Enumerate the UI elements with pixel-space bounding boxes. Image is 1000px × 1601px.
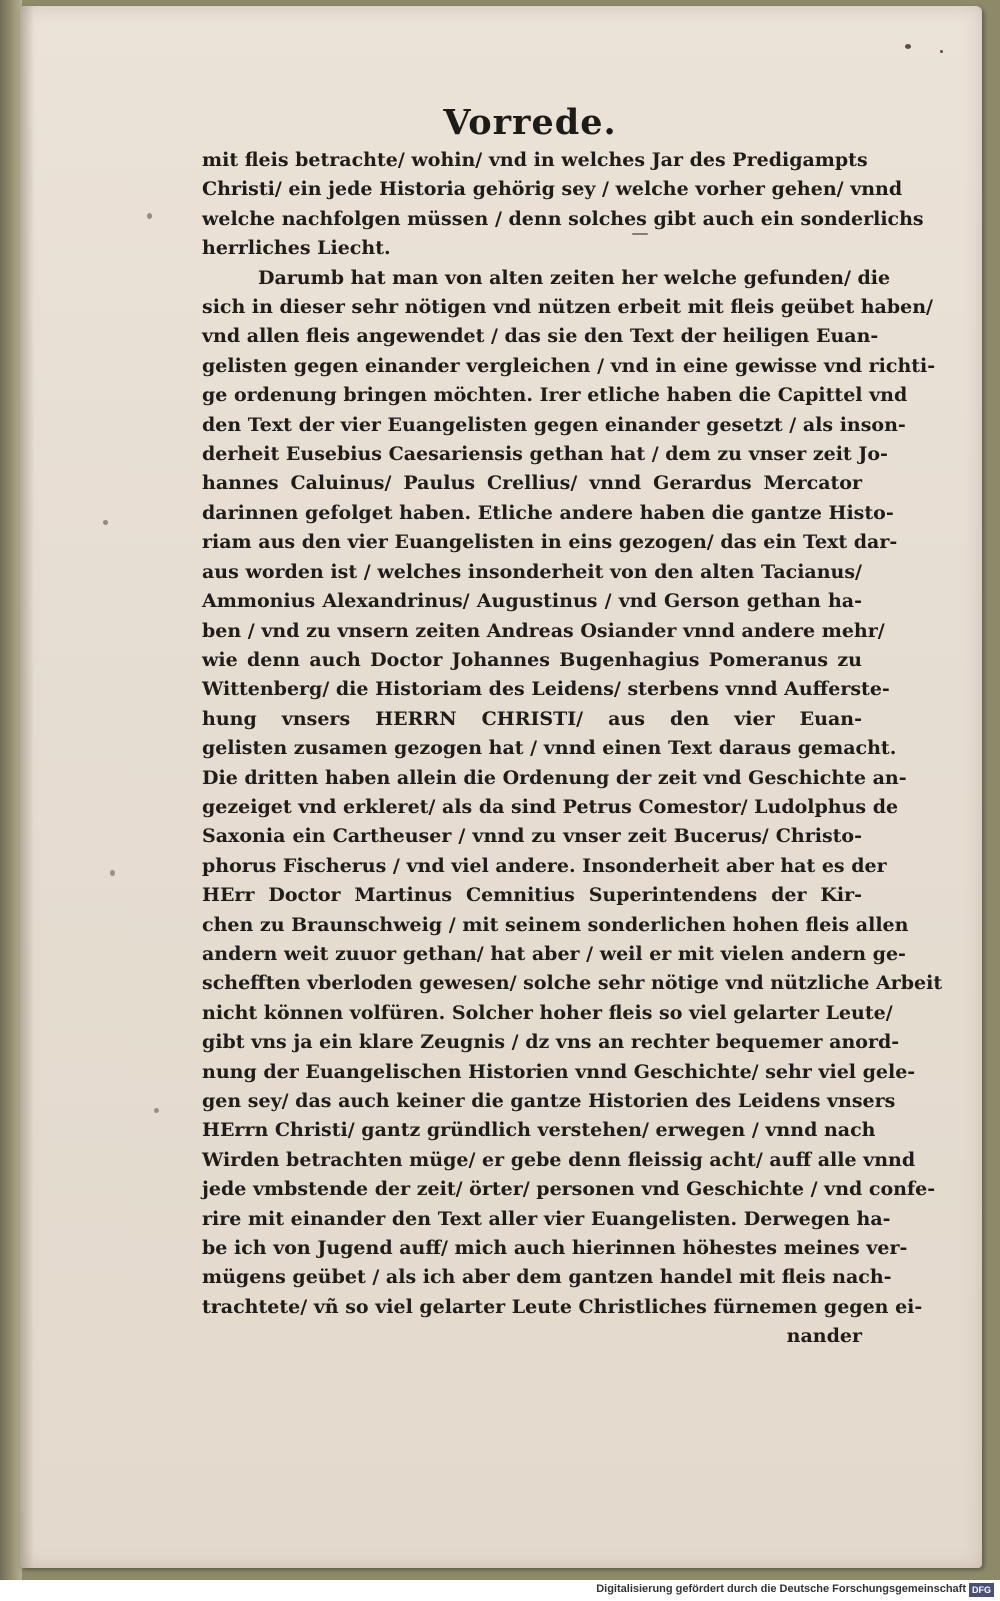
paper-speck bbox=[905, 44, 911, 49]
text-line: gelisten zusamen gezogen hat / vnnd einen Text daraus gemacht. bbox=[202, 737, 897, 760]
text-line: herrliches Liecht. bbox=[202, 237, 391, 260]
text-line: hung vnsers HERRN CHRISTI/ aus den vier Euan- bbox=[202, 707, 862, 730]
text-line: welche nachfolgen müssen / denn solches gibt auch ein sonderlichs bbox=[202, 207, 924, 230]
catchword: nander bbox=[786, 1325, 862, 1348]
text-line: Wirden betrachten müge/ er gebe denn fleissig acht/ auff alle vnnd bbox=[202, 1148, 916, 1171]
text-line: nung der Euangelischen Historien vnnd Geschichte/ sehr viel gele- bbox=[202, 1060, 916, 1083]
text-line: jede vmbstende der zeit/ örter/ personen vnd Geschichte / vnd confe- bbox=[202, 1178, 936, 1201]
text-line: nicht können volfüren. Solcher hoher fleis so viel gelarter Leute/ bbox=[202, 1001, 893, 1024]
text-line: ge ordenung bringen möchten. Irer etliche haben die Capittel vnd bbox=[202, 384, 908, 407]
text-line: aus worden ist / welches insonderheit von den alten Tacianus/ bbox=[202, 560, 862, 583]
body-text bbox=[202, 146, 943, 1352]
text-line: trachtete/ vñ so viel gelarter Leute Christliches fürnemen gegen ei- bbox=[202, 1295, 923, 1318]
text-line: gelisten gegen einander vergleichen / vnd in eine gewisse vnd richti- bbox=[202, 354, 936, 377]
paper-speck bbox=[940, 50, 943, 53]
text-line: HErr Doctor Martinus Cemnitius Superintendens der Kir- bbox=[202, 884, 862, 907]
text-line: ben / vnd zu vnsern zeiten Andreas Osiander vnnd andere mehr/ bbox=[202, 619, 885, 642]
text-line: sich in dieser sehr nötigen vnd nützen erbeit mit fleis geübet haben/ bbox=[202, 296, 933, 319]
text-line: Darumb hat man von alten zeiten her welche gefunden/ die bbox=[258, 266, 891, 289]
paper-speck bbox=[103, 520, 108, 525]
text-line: mügens geübet / als ich aber dem gantzen handel mit fleis nach- bbox=[202, 1266, 892, 1289]
text-line: Saxonia ein Cartheuser / vnnd zu vnser zeit Bucerus/ Christo- bbox=[202, 825, 862, 848]
text-line: be ich von Jugend auff/ mich auch hierinnen höhestes meines ver- bbox=[202, 1237, 908, 1260]
text-line: Die dritten haben allein die Ordenung der zeit vnd Geschichte an- bbox=[202, 766, 907, 789]
text-line: darinnen gefolget haben. Etliche andere haben die gantze Histo- bbox=[202, 501, 894, 524]
text-line: gen sey/ das auch keiner die gantze Historien des Leidens vnsers bbox=[202, 1090, 896, 1112]
text-line: rire mit einander den Text aller vier Euangelisten. Derwegen ha- bbox=[202, 1207, 891, 1230]
text-line: HErrn Christi/ gantz gründlich verstehen/ erwegen / vnnd nach bbox=[202, 1119, 876, 1142]
text-line: mit fleis betrachte/ wohin/ vnd in welches Jar des Predigampts bbox=[202, 149, 868, 171]
funding-credit: Digitalisierung gefördert durch die Deutsche Forschungsgemeinschaft bbox=[596, 1583, 966, 1595]
paper-speck bbox=[110, 870, 115, 876]
text-line: andern weit zuuor gethan/ hat aber / weil er mit vielen andern ge- bbox=[202, 942, 906, 965]
page-header: Vorrede. bbox=[443, 102, 617, 143]
text-line: riam aus den vier Euangelisten in eins gezogen/ das ein Text dar- bbox=[202, 531, 898, 554]
text-line: derheit Eusebius Caesariensis gethan hat / dem zu vnser zeit Jo- bbox=[202, 443, 888, 466]
paper-speck bbox=[147, 213, 152, 219]
paper-speck bbox=[154, 1108, 159, 1113]
text-line: hannes Caluinus/ Paulus Crellius/ vnnd Gerardus Mercator bbox=[202, 472, 862, 495]
text-line: Ammonius Alexandrinus/ Augustinus / vnd Gerson gethan ha- bbox=[202, 590, 862, 613]
text-line: schefften vberloden gewesen/ solche sehr nötige vnd nützliche Arbeit bbox=[202, 972, 943, 995]
text-line: vnd allen fleis angewendet / das sie den Text der heiligen Euan- bbox=[202, 325, 879, 348]
text-line: Wittenberg/ die Historiam des Leidens/ sterbens vnnd Aufferste- bbox=[202, 678, 890, 701]
dfg-logo: DFG bbox=[969, 1583, 994, 1597]
text-line: gezeiget vnd erkleret/ als da sind Petrus Comestor/ Ludolphus de bbox=[202, 795, 899, 818]
text-line: phorus Fischerus / vnd viel andere. Insonderheit aber hat es der bbox=[202, 854, 887, 877]
text-line: chen zu Braunschweig / mit seinem sonderlichen hohen fleis allen bbox=[202, 913, 909, 936]
text-line: den Text der vier Euangelisten gegen einander gesetzt / als inson- bbox=[202, 413, 906, 436]
binding-edge bbox=[0, 0, 22, 1580]
page-fold-shadow bbox=[20, 6, 34, 1568]
text-line: Christi/ ein jede Historia gehörig sey / welche vorher gehen/ vnnd bbox=[202, 178, 903, 201]
text-line: gibt vns ja ein klare Zeugnis / dz vns an rechter bequemer anord- bbox=[202, 1031, 900, 1054]
text-line: wie denn auch Doctor Johannes Bugenhagius Pomeranus zu bbox=[202, 648, 862, 671]
